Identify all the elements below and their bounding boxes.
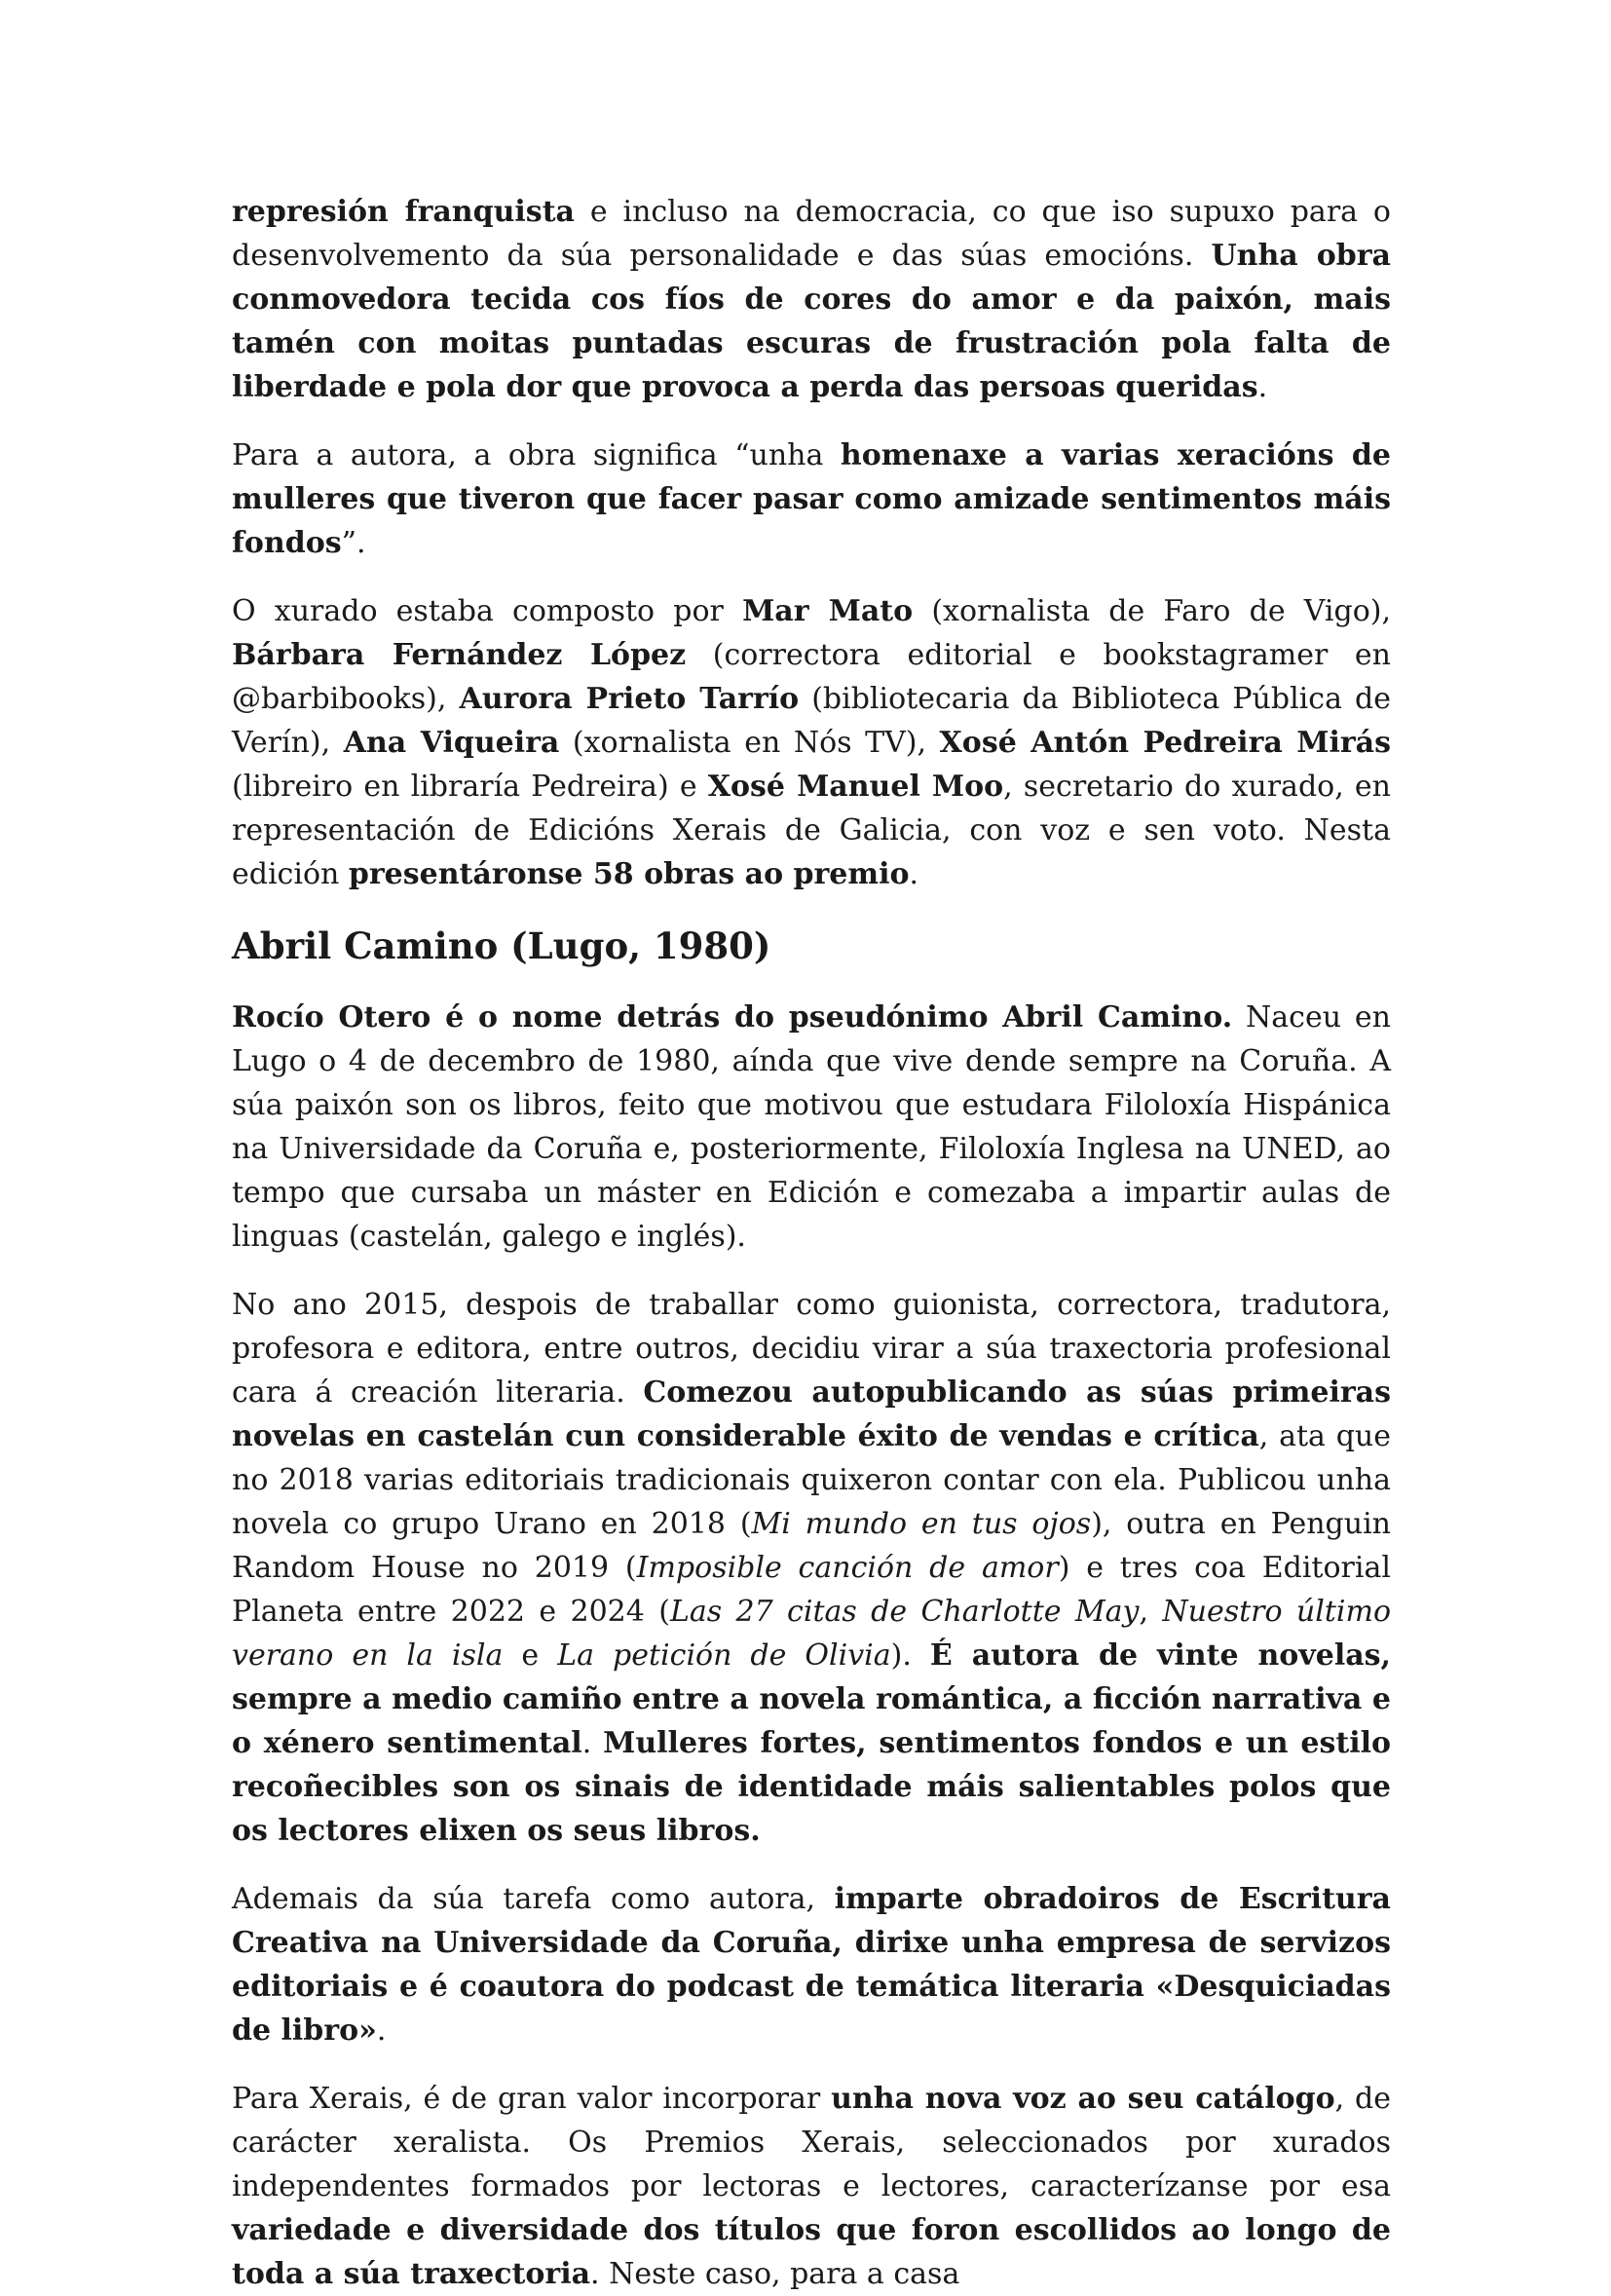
text-run: (bibliotecaria da Biblioteca Pública de Verín), <box>232 682 1391 760</box>
bold-text: É autora de vinte novelas, sempre a medio camiño entre a novela romántica, a ficción narrativa e o xénero sentimental <box>232 1638 1392 1760</box>
text-run: (xornalista en Nós TV), <box>559 726 940 760</box>
bold-text: Ana Viqueira <box>343 726 560 760</box>
text-run: . <box>376 2014 387 2048</box>
book-title: Nuestro último verano en la isla <box>232 1595 1392 1673</box>
bold-text: Aurora Prieto Tarrío <box>459 682 800 716</box>
paragraph-p5 <box>232 1283 1391 1853</box>
text-run: No ano 2015, despois de traballar como guionista, correctora, tradutora, profesora e editora, entre outros, decidiu virar a súa traxectoria profesional cara á creación literaria. <box>232 1288 1391 1410</box>
text-run: ) e tres coa Editorial Planeta entre 2022 e 2024 ( <box>232 1551 1391 1629</box>
text-run: ”. <box>341 526 366 560</box>
text-run: . Neste caso, para a casa <box>590 2257 960 2291</box>
paragraph-p7 <box>232 2077 1391 2296</box>
bold-text: Mulleres fortes, sentimentos fondos e un estilo recoñecibles son os sinais de identidade máis salientables polos que os lectores elixen os seus libros. <box>232 1726 1391 1848</box>
text-run: , <box>1139 1595 1163 1629</box>
bold-text: homenaxe a varias xeracións de mulleres que tiveron que facer pasar como amizade sentimentos máis fondos <box>232 438 1391 560</box>
text-run: (correctora editorial e bookstagramer en @barbibooks), <box>232 638 1391 716</box>
book-title: Imposible canción de amor <box>636 1551 1059 1585</box>
document-page <box>232 190 1391 2296</box>
book-title: Mi mundo en tus ojos <box>751 1507 1092 1541</box>
bold-text: Xosé Antón Pedreira Mirás <box>939 726 1392 760</box>
text-run: , secretario do xurado, en representación de Edicións Xerais de Galicia, con voz e sen voto. Nesta edición <box>232 770 1391 891</box>
bold-text: Bárbara Fernández López <box>232 638 687 672</box>
bold-text: Unha obra conmovedora tecida cos fíos de cores do amor e da paixón, mais tamén con moitas puntadas escuras de frustración pola falta de liberdade e pola dor que provoca a perda das persoas queridas <box>232 239 1391 404</box>
text-run: Naceu en Lugo o 4 de decembro de 1980, aínda que vive dende sempre na Coruña. A súa paixón son os libros, feito que motivou que estudara Filoloxía Hispánica na Universidade da Coruña e, posteriormente, Filoloxía Inglesa na UNED, ao tempo que cursaba un máster en Edición e comezaba a impartir aulas de linguas (castelán, galego e inglés). <box>232 1000 1391 1254</box>
paragraph-p3 <box>232 589 1391 896</box>
text-run: Ademais da súa tarefa como autora, <box>232 1882 835 1916</box>
bold-text: imparte obradoiros de Escritura Creativa na Universidade da Coruña, dirixe unha empresa de servizos editoriais e é coautora do podcast de temática literaria «Desquiciadas de libro» <box>232 1882 1391 2048</box>
jury-section <box>232 190 1391 896</box>
bold-text: Mar Mato <box>742 594 914 628</box>
text-run: . <box>909 857 919 891</box>
author-origin: (Lugo, 1980) <box>498 924 771 967</box>
text-run: , de carácter xeralista. Os Premios Xerais, seleccionados por xurados independentes formados por lectoras e lectores, caracterízanse por esa <box>232 2082 1391 2203</box>
paragraph-p6 <box>232 1877 1391 2052</box>
text-run: O xurado estaba composto por <box>232 594 743 628</box>
text-run: (libreiro en libraría Pedreira) e <box>232 770 708 804</box>
bold-text: presentáronse 58 obras ao premio <box>348 857 910 891</box>
text-run: Para Xerais, é de gran valor incorporar <box>232 2082 832 2116</box>
text-run: e incluso na democracia, co que iso supuxo para o desenvolvemento da súa personalidade e das súas emocións. <box>232 195 1391 273</box>
book-title: La petición de Olivia <box>557 1638 891 1673</box>
bold-text: unha nova voz ao seu catálogo <box>831 2082 1335 2116</box>
text-run: Para a autora, a obra significa “unha <box>232 438 841 472</box>
bold-text: variedade e diversidade dos títulos que foron escollidos ao longo de toda a súa traxectoria <box>232 2213 1391 2291</box>
bold-text: represión franquista <box>232 195 575 229</box>
book-title: Las 27 citas de Charlotte May <box>669 1595 1140 1629</box>
text-run: . <box>1257 370 1268 404</box>
paragraph-p1 <box>232 190 1391 409</box>
text-run: ), outra en Penguin Random House no 2019 ( <box>232 1507 1391 1585</box>
text-run: e <box>503 1638 558 1673</box>
author-name: Abril Camino <box>232 924 499 967</box>
bold-text: Rocío Otero é o nome detrás do pseudónimo Abril Camino. <box>232 1000 1233 1035</box>
paragraph-p4 <box>232 996 1391 1259</box>
author-heading <box>232 921 1391 971</box>
bold-text: Xosé Manuel Moo <box>707 770 1004 804</box>
text-run: . <box>581 1726 604 1760</box>
paragraph-p2 <box>232 433 1391 565</box>
author-bio-section <box>232 996 1391 2296</box>
text-run: , ata que no 2018 varias editoriais tradicionais quixeron contar con ela. Publicou unha novela co grupo Urano en 2018 ( <box>232 1419 1391 1541</box>
bold-text: Comezou autopublicando as súas primeiras novelas en castelán cun considerable éxito de vendas e crítica <box>232 1375 1391 1453</box>
text-run: ). <box>890 1638 930 1673</box>
text-run: (xornalista de Faro de Vigo), <box>913 594 1391 628</box>
